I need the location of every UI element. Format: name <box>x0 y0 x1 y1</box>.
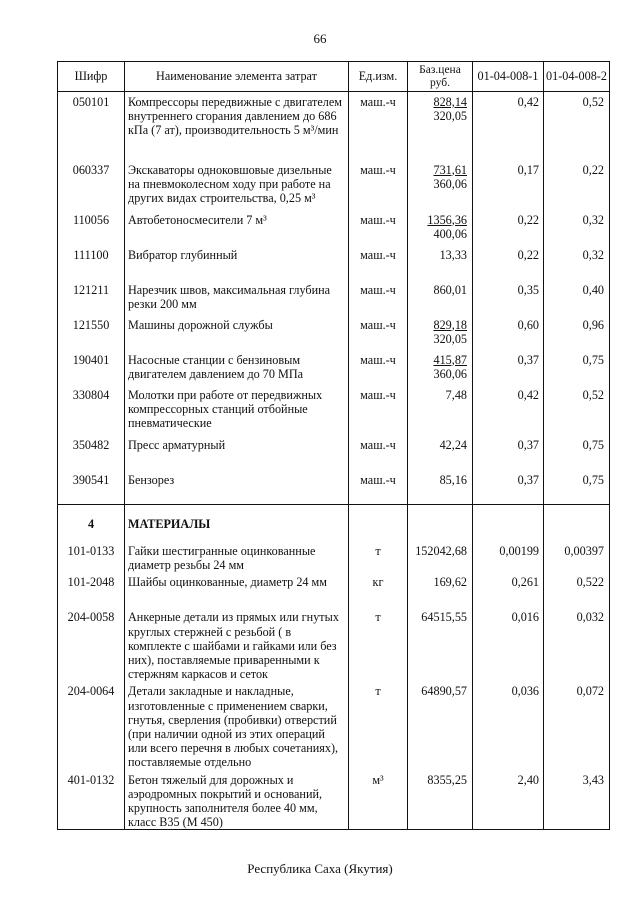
row-value-2: 0,522 <box>544 572 610 607</box>
row-value-1: 0,37 <box>473 350 544 385</box>
row-price-value: 7,48 <box>445 387 467 402</box>
row-price <box>408 470 473 505</box>
row-value-1: 0,00199 <box>473 541 544 572</box>
row-name: Молотки при работе от передвижных компрессорных станций отбойные пневматические <box>125 385 349 435</box>
row-value-2: 0,032 <box>544 607 610 681</box>
row-value-1: 0,17 <box>473 160 544 210</box>
row-name: Гайки шестигранные оцинкованные диаметр резьбы 24 мм <box>125 541 349 572</box>
header-unit: Ед.изм. <box>349 62 408 92</box>
section-empty-cell <box>473 509 544 541</box>
row-code: 401-0132 <box>58 770 125 830</box>
row-price-secondary: 400,06 <box>433 226 467 241</box>
row-price <box>408 280 473 315</box>
row-unit: маш.-ч <box>349 315 408 350</box>
row-value-2: 0,75 <box>544 350 610 385</box>
row-value-2: 0,52 <box>544 385 610 435</box>
row-price-value: 860,01 <box>433 282 467 297</box>
row-price <box>408 435 473 470</box>
table-header-row <box>58 62 610 92</box>
section-empty-cell <box>408 509 473 541</box>
row-value-2: 0,00397 <box>544 541 610 572</box>
row-price: 169,62 <box>408 572 473 607</box>
row-price-value: 415,87 <box>433 352 467 367</box>
row-price: 64890,57 <box>408 681 473 769</box>
row-code: 101-2048 <box>58 572 125 607</box>
row-code: 110056 <box>58 210 125 245</box>
row-name: Шайбы оцинкованные, диаметр 24 мм <box>125 572 349 607</box>
row-code: 350482 <box>58 435 125 470</box>
row-code: 204-0058 <box>58 607 125 681</box>
row-value-1: 0,35 <box>473 280 544 315</box>
row-price: 152042,68 <box>408 541 473 572</box>
row-code: 121211 <box>58 280 125 315</box>
row-code: 050101 <box>58 92 125 160</box>
cost-table <box>57 61 609 830</box>
row-value-1: 0,22 <box>473 210 544 245</box>
row-code: 204-0064 <box>58 681 125 769</box>
row-name: Экскаваторы одноковшовые дизельные на пневмоколесном ходу при работе на других видах строительства, 0,25 м³ <box>125 160 349 210</box>
row-name: Анкерные детали из прямых или гнутых круглых стержней с резьбой ( в комплекте с шайбами и гайками или без них), поставляемые приваренными к стержням каркасов и сеток <box>125 607 349 681</box>
row-unit: маш.-ч <box>349 245 408 280</box>
row-price-value: 829,18 <box>433 317 467 332</box>
row-code: 330804 <box>58 385 125 435</box>
row-value-1: 2,40 <box>473 770 544 830</box>
row-value-2: 0,32 <box>544 245 610 280</box>
row-unit: маш.-ч <box>349 280 408 315</box>
row-value-2: 0,52 <box>544 92 610 160</box>
row-name: Нарезчик швов, максимальная глубина резки 200 мм <box>125 280 349 315</box>
table-row <box>58 572 610 607</box>
row-value-2: 0,32 <box>544 210 610 245</box>
row-unit: маш.-ч <box>349 92 408 160</box>
table-row <box>58 92 610 160</box>
header-col1: 01-04-008-1 <box>473 62 544 92</box>
row-price <box>408 210 473 245</box>
row-name: Пресс арматурный <box>125 435 349 470</box>
row-price <box>408 350 473 385</box>
header-price: Баз.цена руб. <box>408 62 473 92</box>
row-name: Бетон тяжелый для дорожных и аэродромных покрытий и оснований, крупность заполнителя более 40 мм, класс В35 (М 450) <box>125 770 349 830</box>
row-unit: маш.-ч <box>349 470 408 505</box>
table-row <box>58 385 610 435</box>
row-price <box>408 315 473 350</box>
table-row <box>58 770 610 830</box>
row-name: Автобетоносмесители 7 м³ <box>125 210 349 245</box>
row-name: Насосные станции с бензиновым двигателем давлением до 70 МПа <box>125 350 349 385</box>
row-value-2: 0,75 <box>544 470 610 505</box>
row-unit: кг <box>349 572 408 607</box>
section-title: МАТЕРИАЛЫ <box>125 509 349 541</box>
table-row <box>58 681 610 769</box>
row-price: 64515,55 <box>408 607 473 681</box>
row-unit: м³ <box>349 770 408 830</box>
header-code: Шифр <box>58 62 125 92</box>
row-value-1: 0,37 <box>473 435 544 470</box>
row-price-secondary: 320,05 <box>433 331 467 346</box>
row-price-value: 731,61 <box>433 162 467 177</box>
row-code: 390541 <box>58 470 125 505</box>
footer-region: Республика Саха (Якутия) <box>247 861 393 876</box>
row-price-secondary: 360,06 <box>433 366 467 381</box>
table-row <box>58 607 610 681</box>
table-row <box>58 435 610 470</box>
header-col2: 01-04-008-2 <box>544 62 610 92</box>
header-name: Наименование элемента затрат <box>125 62 349 92</box>
row-code: 121550 <box>58 315 125 350</box>
row-code: 101-0133 <box>58 541 125 572</box>
row-unit: маш.-ч <box>349 160 408 210</box>
row-price-secondary: 320,05 <box>433 109 467 124</box>
section-row <box>58 509 610 541</box>
row-price <box>408 92 473 160</box>
row-value-1: 0,37 <box>473 470 544 505</box>
row-price: 8355,25 <box>408 770 473 830</box>
row-name: Компрессоры передвижные с двигателем внутреннего сгорания давлением до 686 кПа (7 ат), производительность 5 м³/мин <box>125 92 349 160</box>
row-value-1: 0,22 <box>473 245 544 280</box>
section-empty-cell <box>544 509 610 541</box>
table-row <box>58 350 610 385</box>
table-row <box>58 245 610 280</box>
table-row <box>58 541 610 572</box>
row-price <box>408 245 473 280</box>
row-value-1: 0,42 <box>473 385 544 435</box>
row-price-value: 42,24 <box>439 437 467 452</box>
row-value-1: 0,42 <box>473 92 544 160</box>
row-price-value: 1356,36 <box>427 212 467 227</box>
row-name: Детали закладные и накладные, изготовленные с применением сварки, гнутья, сверления (пробивки) отверстий (при наличии одной из этих операций или всего перечня в любых сочетаниях), поставляемые отдельно <box>125 681 349 769</box>
row-price-value: 13,33 <box>439 247 467 262</box>
row-unit: маш.-ч <box>349 350 408 385</box>
row-value-1: 0,016 <box>473 607 544 681</box>
row-unit: маш.-ч <box>349 435 408 470</box>
table-row <box>58 315 610 350</box>
row-value-2: 3,43 <box>544 770 610 830</box>
section-empty-cell <box>349 509 408 541</box>
row-value-1: 0,261 <box>473 572 544 607</box>
table-body <box>58 92 610 830</box>
table-row <box>58 210 610 245</box>
row-code: 111100 <box>58 245 125 280</box>
row-value-1: 0,036 <box>473 681 544 769</box>
row-unit: маш.-ч <box>349 210 408 245</box>
row-price-secondary: 360,06 <box>433 176 467 191</box>
table-row <box>58 470 610 505</box>
row-value-2: 0,75 <box>544 435 610 470</box>
row-unit: маш.-ч <box>349 385 408 435</box>
row-value-1: 0,60 <box>473 315 544 350</box>
row-value-2: 0,072 <box>544 681 610 769</box>
row-code: 060337 <box>58 160 125 210</box>
row-name: Бензорез <box>125 470 349 505</box>
row-unit: т <box>349 541 408 572</box>
row-price <box>408 160 473 210</box>
row-value-2: 0,40 <box>544 280 610 315</box>
row-value-2: 0,96 <box>544 315 610 350</box>
row-code: 190401 <box>58 350 125 385</box>
row-price-value: 85,16 <box>439 472 467 487</box>
row-price-value: 828,14 <box>433 95 467 109</box>
page-number: 66 <box>313 31 327 46</box>
row-price <box>408 385 473 435</box>
row-value-2: 0,22 <box>544 160 610 210</box>
table-row <box>58 160 610 210</box>
row-unit: т <box>349 681 408 769</box>
table-row <box>58 280 610 315</box>
row-name: Вибратор глубинный <box>125 245 349 280</box>
section-number: 4 <box>58 509 125 541</box>
row-name: Машины дорожной службы <box>125 315 349 350</box>
row-unit: т <box>349 607 408 681</box>
